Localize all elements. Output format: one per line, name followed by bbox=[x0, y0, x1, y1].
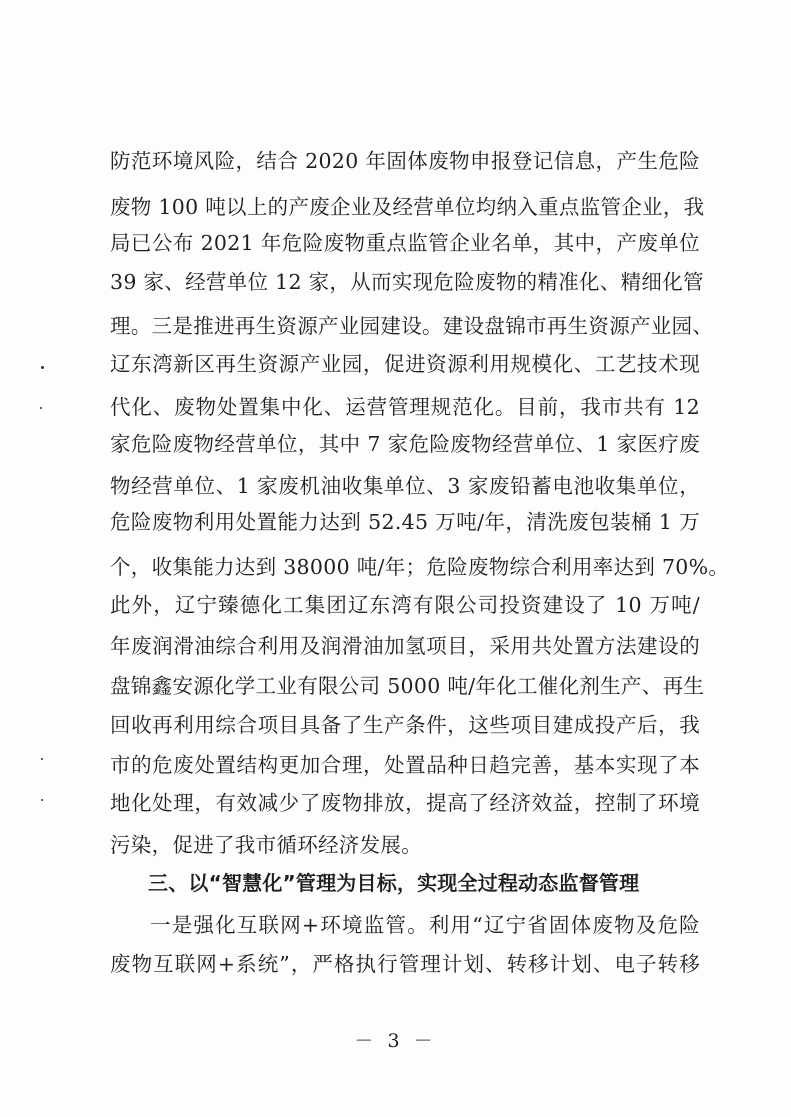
body-text-line: 局已公布 2021 年危险废物重点监管企业名单，其中，产废单位 bbox=[110, 231, 700, 255]
body-text-line: 危险废物利用处置能力达到 52.45 万吨/年，清洗废包装桶 1 万 bbox=[110, 510, 700, 534]
body-text-line: 辽东湾新区再生资源产业园，促进资源利用规模化、工艺技术现 bbox=[110, 352, 700, 376]
body-text-line: 污染，促进了我市循环经济发展。 bbox=[110, 833, 422, 857]
section-heading: 三、以“智慧化”管理为目标，实现全过程动态监督管理 bbox=[148, 871, 640, 895]
body-text-line: 理。三是推进再生资源产业园建设。建设盘锦市再生资源产业园、 bbox=[110, 314, 714, 338]
body-text-line: 年废润滑油综合利用及润滑油加氢项目，采用共处置方法建设的 bbox=[110, 634, 700, 658]
body-text-line: 物经营单位、1 家废机油收集单位、3 家废铅蓄电池收集单位， bbox=[110, 474, 700, 498]
scan-speck bbox=[41, 758, 43, 760]
body-text-line: 此外，辽宁臻德化工集团辽东湾有限公司投资建设了 10 万吨/ bbox=[110, 593, 700, 617]
body-text-line: 代化、废物处置集中化、运营管理规范化。目前，我市共有 12 bbox=[110, 395, 700, 419]
body-text-line: 一是强化互联网+环境监管。利用“辽宁省固体废物及危险 bbox=[150, 913, 700, 937]
body-text-line: 回收再利用综合项目具备了生产条件，这些项目建成投产后，我 bbox=[110, 713, 700, 737]
body-text-line: 废物互联网+系统”，严格执行管理计划、转移计划、电子转移 bbox=[110, 952, 700, 976]
body-text-line: 防范环境风险，结合 2020 年固体废物申报登记信息，产生危险 bbox=[110, 149, 700, 173]
page-number: － 3 － bbox=[354, 1030, 437, 1052]
body-text-line: 个，收集能力达到 38000 吨/年；危险废物综合利用率达到 70%。 bbox=[110, 555, 730, 579]
body-text-line: 废物 100 吨以上的产废企业及经营单位均纳入重点监管企业，我 bbox=[110, 195, 705, 219]
scan-speck bbox=[41, 799, 43, 801]
scan-speck bbox=[41, 366, 44, 369]
body-text-line: 39 家、经营单位 12 家，从而实现危险废物的精准化、精细化管 bbox=[110, 270, 704, 294]
body-text-line: 市的危废处置结构更加合理，处置品种日趋完善，基本实现了本 bbox=[110, 753, 700, 777]
body-text-line: 家危险废物经营单位，其中 7 家危险废物经营单位、1 家医疗废 bbox=[110, 432, 700, 456]
scan-speck bbox=[40, 407, 42, 409]
body-text-line: 地化处理，有效减少了废物排放，提高了经济效益，控制了环境 bbox=[110, 791, 700, 815]
body-text-line: 盘锦鑫安源化学工业有限公司 5000 吨/年化工催化剂生产、再生 bbox=[110, 674, 705, 698]
